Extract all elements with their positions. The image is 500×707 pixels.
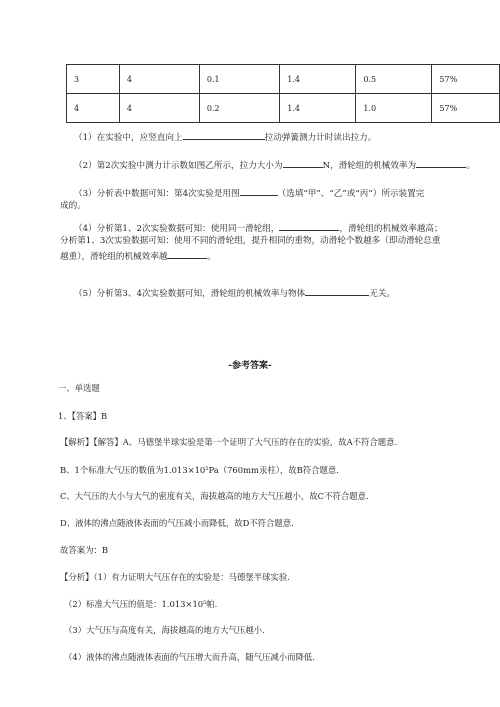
table-cell: 1.0 (356, 94, 432, 123)
answer-1: 1、【答案】B (58, 411, 108, 421)
answer-blank (279, 221, 339, 231)
answer-text: B、1个标准大气压的数值为1.013×10 (60, 465, 206, 475)
analysis-c: C、大气压的大小与大气的密度有关，海拔越高的地方大气压越小，故C不符合题意. (60, 491, 369, 501)
superscript: 5 (203, 600, 207, 606)
question-text: 。 (207, 252, 217, 262)
question-4 (74, 221, 443, 235)
table-cell: 1.4 (280, 65, 356, 94)
analysis-summary-1: 【分析】（1）有力证明大气压存在的实验是：马德堡半球实验. (60, 572, 290, 582)
table-cell: 1.4 (280, 94, 356, 123)
analysis-summary-3: （3）大气压与高度有关，海拔越高的地方大气压越小. (64, 625, 265, 635)
answer-text: 帕. (206, 599, 218, 609)
answer-blank (283, 158, 323, 168)
analysis-d: D、液体的沸点随液体表面的气压减小而降低，故D不符合题意. (60, 518, 294, 528)
table-cell: 57% (432, 65, 500, 94)
answer-blank (240, 186, 278, 196)
question-text: （3）分析表中数据可知：第4次实验是用图 (74, 189, 240, 199)
section-heading: 一、单选题 (58, 383, 100, 393)
question-text: （2）第2次实验中测力计示数如图乙所示，拉力大小为 (74, 161, 283, 171)
question-text: （1）在实验中，应竖直向上 (74, 133, 183, 143)
question-1 (74, 130, 376, 144)
analysis-summary-2 (64, 597, 217, 610)
answer-blank (305, 286, 369, 296)
table-cell: 4 (67, 94, 120, 123)
question-text: 。 (466, 161, 475, 171)
table-cell: 4 (119, 65, 199, 94)
question-text: （4）分析第1、2次实验数据可知：使用同一滑轮组， (74, 224, 280, 234)
answer-blank (167, 249, 207, 259)
question-3 (74, 186, 424, 200)
question-text: N，滑轮组的机械效率为 (322, 161, 417, 171)
question-text: 拉动弹簧测力计时读出拉力。 (264, 133, 377, 143)
question-text: ，滑轮组的机械效率越高； (339, 224, 443, 234)
question-text: 越重），滑轮组的机械效率越 (60, 252, 168, 262)
table-row (67, 94, 500, 123)
question-text: （5）分析第3、4次实验数据可知，滑轮组的机械效率与物体 (74, 289, 306, 299)
table-cell: 0.1 (199, 65, 279, 94)
question-4-line2: 分析第1、3次实验数据可知：使用不同的滑轮组，提升相同的重物，动滑轮个数越多（即动滑轮总重 (60, 236, 441, 246)
question-5 (74, 286, 395, 300)
table-row (67, 65, 500, 94)
superscript: 5 (205, 466, 209, 472)
table-cell: 0.2 (199, 94, 279, 123)
table-cell: 0.5 (356, 65, 432, 94)
final-answer: 故答案为：B (60, 545, 109, 555)
answer-blank (416, 158, 466, 168)
table-cell: 4 (119, 94, 199, 123)
question-text: 无关。 (369, 289, 396, 299)
answer-text: Pa（760mm汞柱），故B符合题意. (208, 465, 339, 475)
table-cell: 57% (432, 94, 500, 123)
question-3-cont: 成的。 (60, 201, 86, 211)
analysis-summary-4: （4）液体的沸点随液体表面的气压增大而升高，随气压减小而降低. (64, 652, 315, 662)
reference-answer-heading: -参考答案- (228, 361, 272, 371)
question-2 (74, 158, 475, 172)
answer-blank (183, 130, 265, 140)
question-4-line3 (60, 249, 216, 263)
answer-text: （2）标准大气压的值是：1.013×10 (64, 599, 204, 609)
experiment-data-table (66, 64, 500, 123)
table-cell: 3 (67, 65, 120, 94)
analysis-b (60, 463, 339, 476)
analysis-a: 【解析】【解答】A、马德堡半球实验是第一个证明了大气压的存在的实验，故A不符合题意. (60, 437, 398, 447)
question-text: （选填“甲”、“乙”或“丙”）所示装置完 (277, 189, 425, 199)
